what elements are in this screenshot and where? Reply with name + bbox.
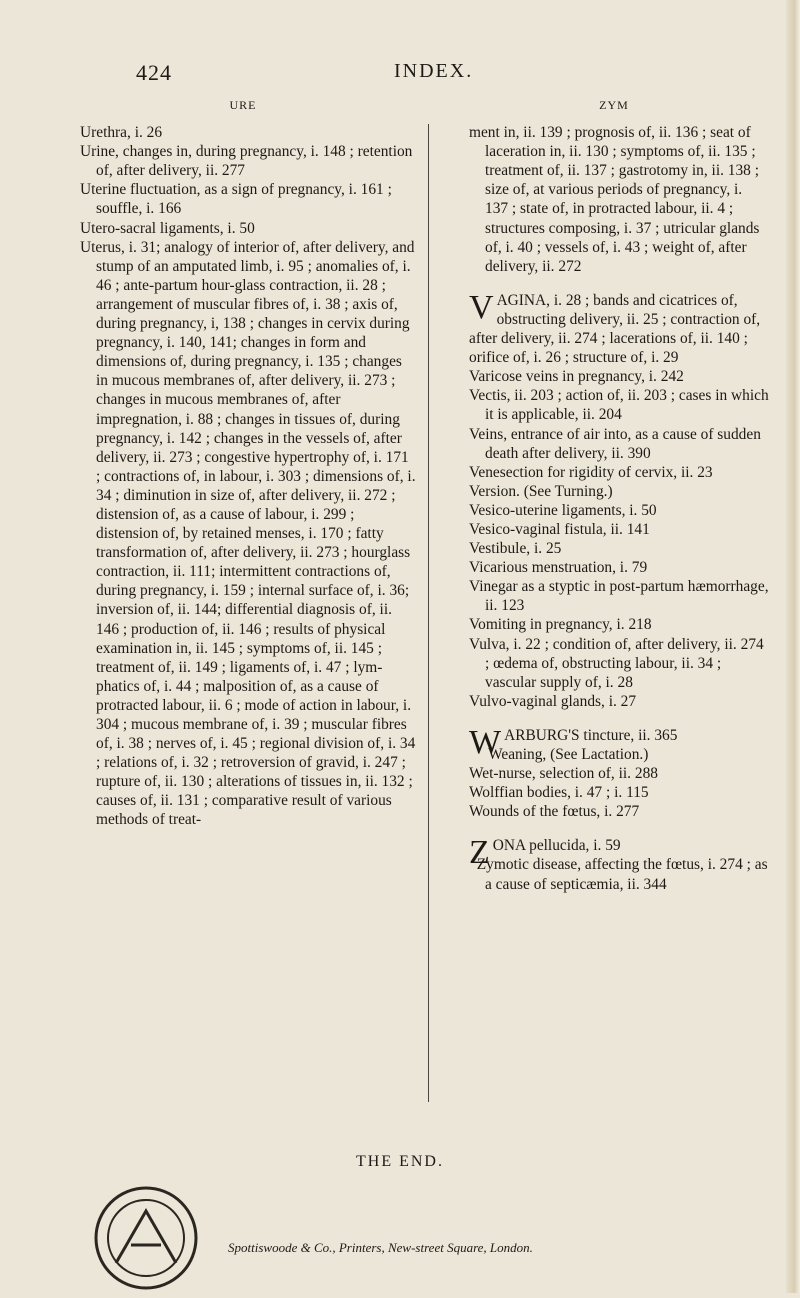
index-entry: Vulvo-vaginal glands, i. 27 xyxy=(469,692,637,710)
index-entry: Zymotic disease, affecting the fœtus, i. 274 ; as a cause of septicæmia, ii. 344 xyxy=(476,856,768,893)
letter-section xyxy=(469,288,769,711)
printer-imprint: Spottiswoode & Co., Printers, New-street Square, London. xyxy=(228,1240,533,1255)
page-edge-shadow xyxy=(786,0,800,1293)
left-guide-word: URE xyxy=(229,98,257,112)
index-entry: Vesico-vaginal fistula, ii. 141 xyxy=(469,520,650,538)
page-number: 424 xyxy=(136,60,172,85)
index-entry: Utero-sacral ligaments, i. 50 xyxy=(80,219,255,237)
right-guide-word: ZYM xyxy=(599,98,629,112)
right-sections xyxy=(469,288,769,894)
index-entry-text: ARBURG'S tincture, ii. 365 xyxy=(504,726,678,744)
index-entry: Vulva, i. 22 ; condition of, after delivery, ii. 274 ; œdema of, obstructing labour, ii. 34 ; vascular supply of, i. 28 xyxy=(469,635,764,691)
index-entry: Vestibule, i. 25 xyxy=(469,540,562,558)
index-entry: Urethra, i. 26 xyxy=(80,124,163,142)
index-entry: Weaning, (See Lactation.) xyxy=(488,746,649,763)
index-entry-text: ONA pellucida, i. 59 xyxy=(492,837,621,855)
index-entry xyxy=(469,288,769,367)
index-entry: Vinegar as a styptic in post-partum hæmorrhage, ii. 123 xyxy=(469,578,769,615)
index-entry: Wet-nurse, selection of, ii. 288 xyxy=(469,765,658,783)
drop-cap: W xyxy=(469,723,502,761)
index-entry: Wolffian bodies, i. 47 ; i. 115 xyxy=(469,784,649,802)
continuation-entry: ment in, ii. 139 ; prognosis of, ii. 136 ; seat of laceration in, ii. 130 ; symptoms of, ii. 135 ; treatment of, ii. 137 ; gastrotomy in, ii. 138 ; size of, at various periods of pregnancy, i. 137 ; state of, in protracted labour, ii. 4 ; structures composing, i. 37 ; utricular glands of, i. 40 ; vessels of, i. 43 ; weight of, after delivery, ii. 272 xyxy=(469,124,760,275)
index-entry: Wounds of the fœtus, i. 277 xyxy=(469,803,640,821)
index-entry xyxy=(469,834,769,872)
the-end: THE END. xyxy=(356,1153,444,1170)
index-entry: Uterus, i. 31; analogy of interior of, after delivery, and stump of an amputated limb, i. 95 ; anomalies of, i. 46 ; ante-partum hour-glass contraction, ii. 28 ; arrangement of muscular fibres of, i. 38 ; axis of, during pregnancy, i, 138 ; changes in cervix during pregnancy, i. 140, 141; changes in form and dimensions of, during pregnancy, i. 135 ; changes in mucous membranes of, after delivery, ii. 273 ; changes in mucous membranes of, after impregnation, i. 88 ; changes in tissues of, during pregnancy, i. 142 ; changes in the vessels of, after delivery, ii. 273 ; congestive hypertrophy of, i. 171 ; contractions of, in labour, i. 303 ; dimensions of, i. 34 ; diminution in size of, after delivery, ii. 272 ; distension of, as a cause of labour, i. 299 ; distension of, by retained menses, i. 170 ; fatty transformation of, after delivery, ii. 273 ; hourglass contraction, ii. 111; intermittent contractions of, during pregnancy, i. 159 ; internal surface of, i. 36; inversion of, ii. 144; differential diagnosis of, ii. 146 ; production of, ii. 146 ; results of physical examination in, ii. 145 ; symptoms of, ii. 145 ; treatment of, ii. 149 ; ligaments of, i. 47 ; lymphatics of, i. 44 ; malposition of, as a cause of protracted labour, ii. 6 ; mode of action in labour, i. 304 ; mucous membrane of, i. 39 ; muscular fibres of, i. 38 ; nerves of, i. 45 ; regional division of, i. 34 ; relations of, i. 32 ; retroversion of gravid, i. 247 ; rupture of, ii. 130 ; alterations of tissues in, ii. 132 ; causes of, ii. 131 ; comparative result of various methods of treat- xyxy=(80,238,416,829)
letter-section xyxy=(469,836,769,893)
index-entry: Vesico-uterine ligaments, i. 50 xyxy=(469,501,657,519)
letter-section xyxy=(469,723,769,821)
index-entry: Vicarious menstruation, i. 79 xyxy=(469,559,648,577)
page-title: INDEX. xyxy=(394,60,474,82)
drop-cap: Z xyxy=(469,834,490,872)
index-entry: Vomiting in pregnancy, i. 218 xyxy=(469,616,652,634)
index-entry: Version. (See Turning.) xyxy=(469,482,613,500)
index-entry-text: AGINA, i. 28 ; bands and cicatrices of, obstructing delivery, ii. 25 ; contraction of, after delivery, ii. 274 ; lacerations of, ii. 140 ; orifice of, i. 26 ; structure of, i. 29 xyxy=(469,291,761,367)
left-entries xyxy=(80,123,416,829)
index-entry: Uterine fluctuation, as a sign of pregnancy, i. 161 ; souffle, i. 166 xyxy=(80,181,392,218)
page-header xyxy=(122,60,682,90)
index-entry: Venesection for rigidity of cervix, ii. 23 xyxy=(469,463,713,481)
index-entry: Veins, entrance of air into, as a cause of sudden death after delivery, ii. 390 xyxy=(469,425,761,462)
right-column xyxy=(469,96,769,894)
left-column xyxy=(80,96,416,830)
index-entry: Vectis, ii. 203 ; action of, ii. 203 ; cases in which it is applicable, ii. 204 xyxy=(469,387,769,424)
drop-cap: V xyxy=(469,288,494,326)
seal-emblem xyxy=(86,1183,206,1293)
index-entry: Urine, changes in, during pregnancy, i. 148 ; retention of, after delivery, ii. 277 xyxy=(80,143,413,180)
index-entry: Varicose veins in pregnancy, i. 242 xyxy=(469,368,684,386)
printer-seal xyxy=(86,1183,206,1298)
column-divider xyxy=(428,124,429,1102)
